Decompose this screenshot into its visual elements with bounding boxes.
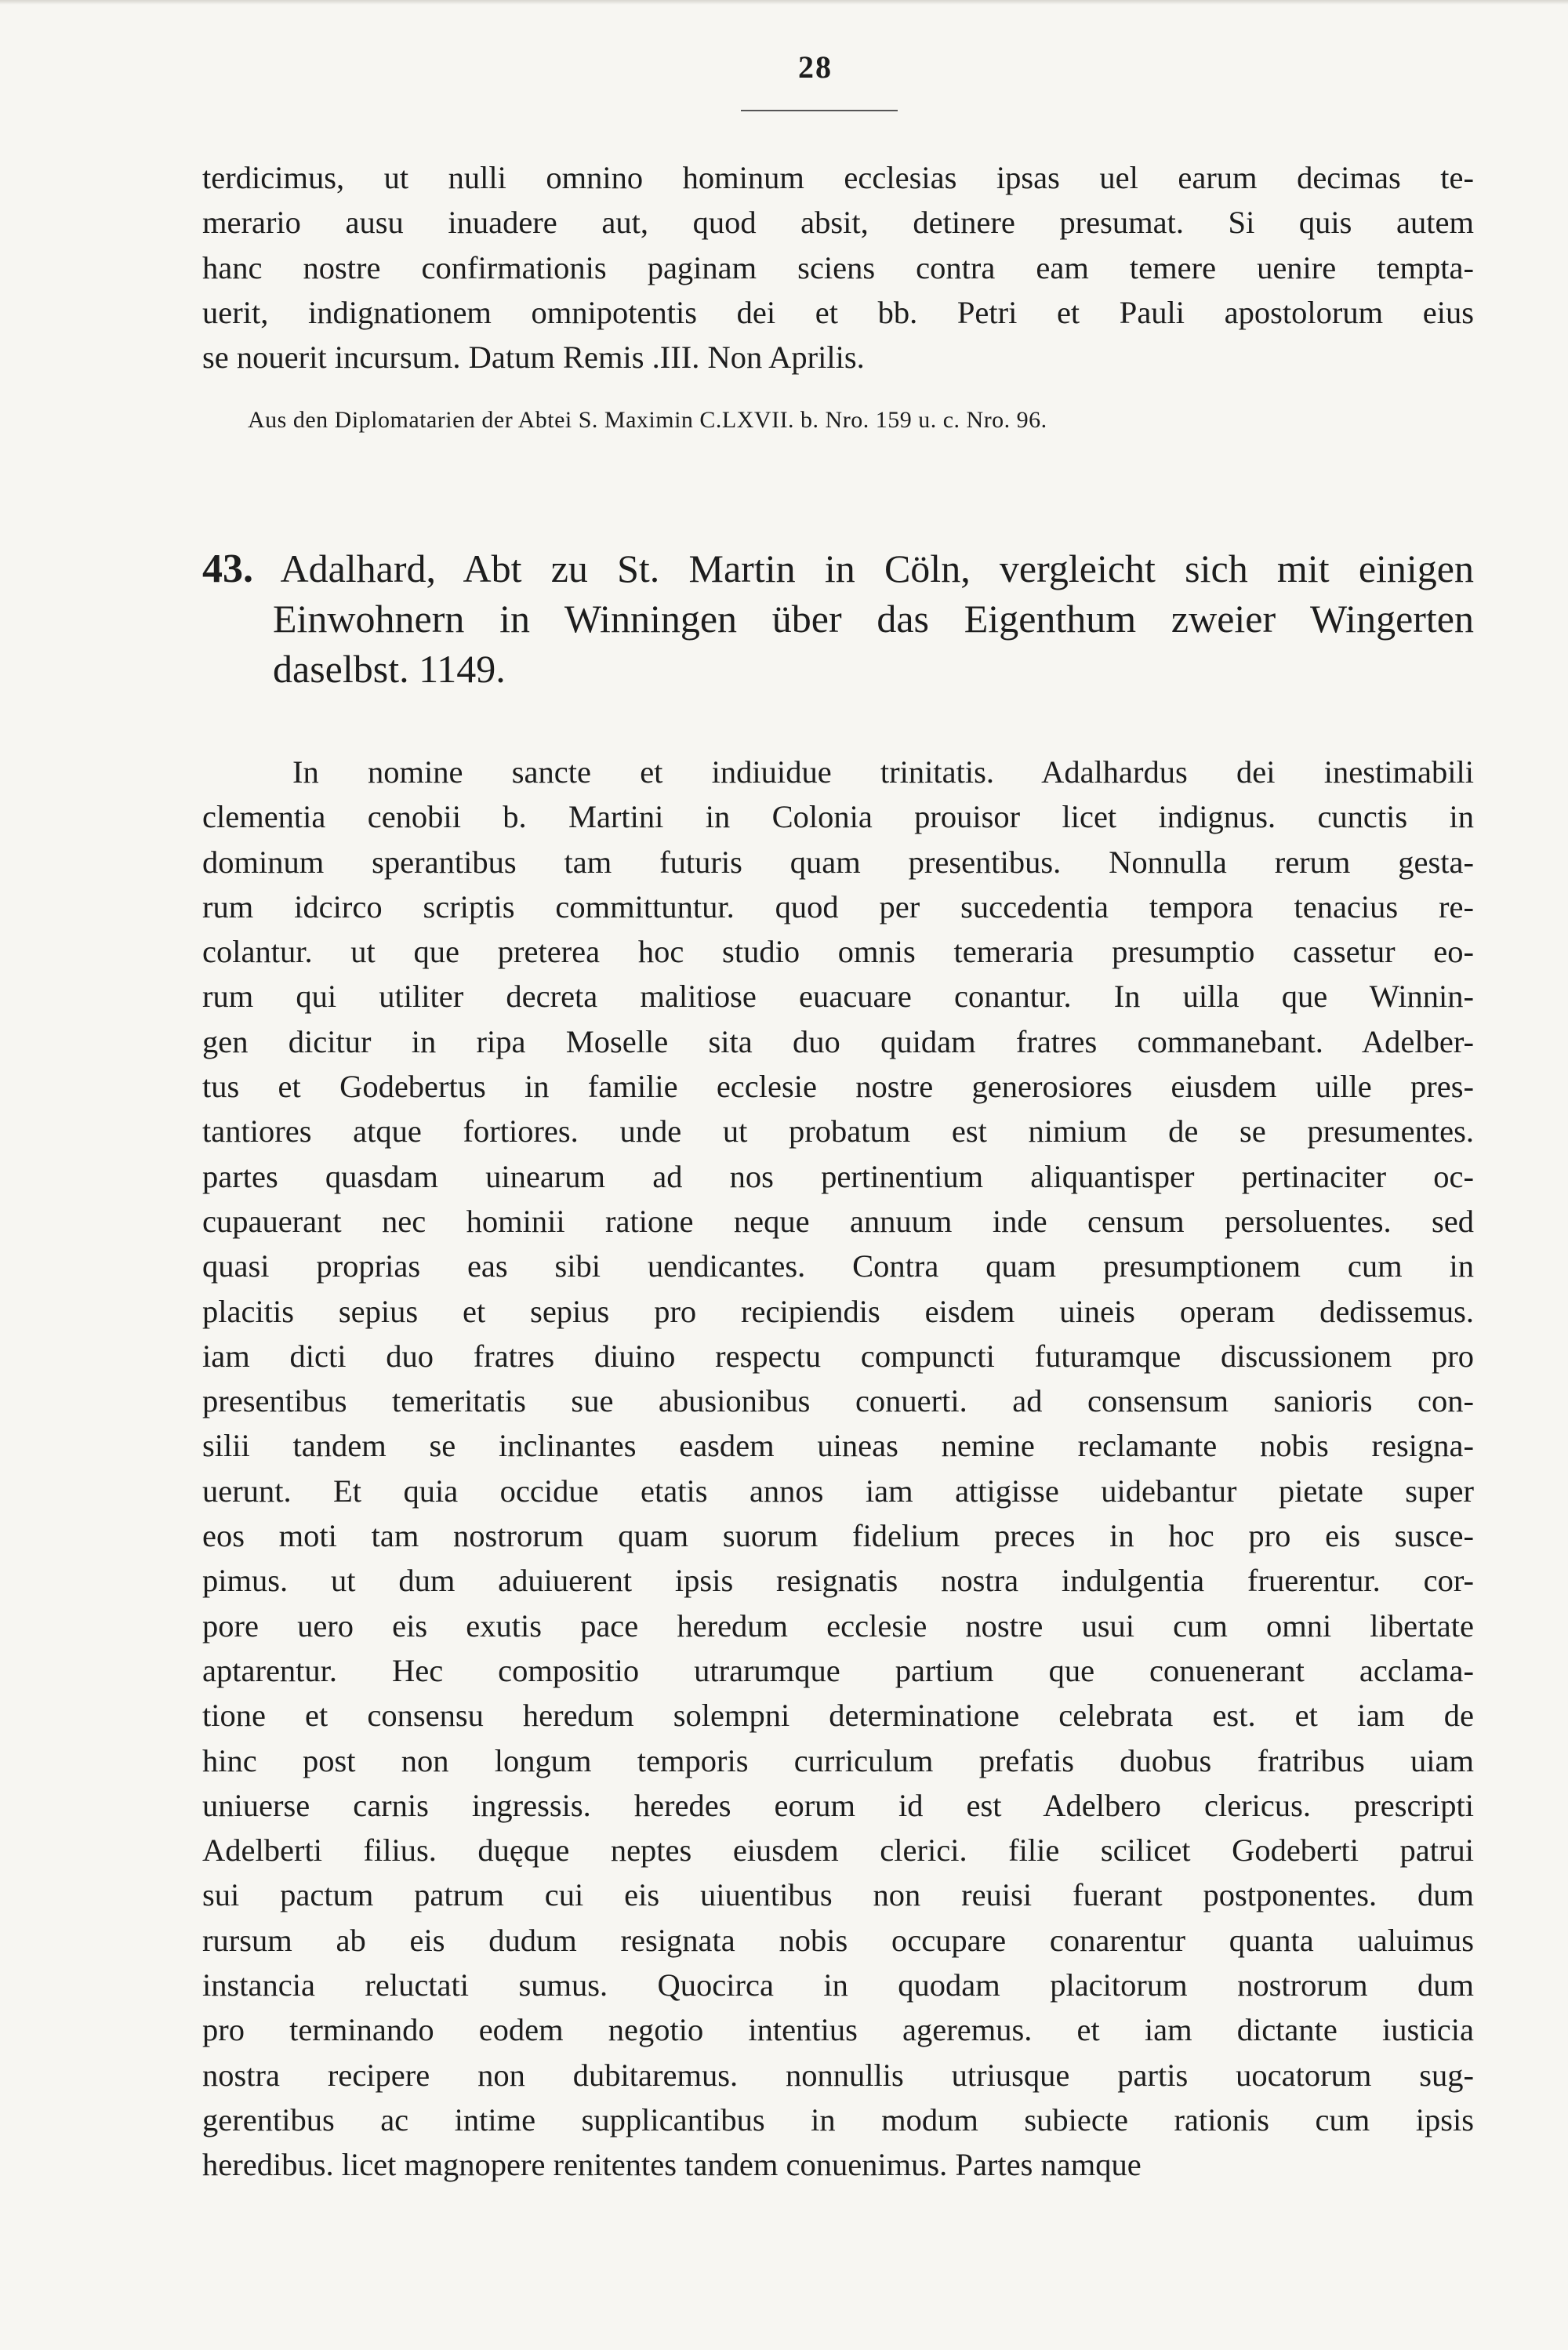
text-line: sui pactum patrum cui eis uiuentibus non reuisi fuerant postponentes. dum: [202, 1877, 1474, 1913]
text-line: clementia cenobii b. Martini in Colonia prouisor licet indignus. cunctis in: [202, 799, 1474, 835]
text-line: rursum ab eis dudum resignata nobis occupare conarentur quanta ualuimus: [202, 1922, 1474, 1958]
charter-text: [202, 750, 1474, 2188]
text-line: eos moti tam nostrorum quam suorum fidelium preces in hoc pro eis susce-: [202, 1518, 1474, 1554]
section-heading: [202, 543, 1474, 694]
text-line: merario ausu inuadere aut, quod absit, detinere presumat. Si quis autem: [202, 205, 1474, 241]
text-line: partes quasdam uinearum ad nos pertinentium aliquantisper pertinaciter oc-: [202, 1158, 1474, 1194]
text-line: pimus. ut dum aduiuerent ipsis resignatis nostra indulgentia fruerentur. cor-: [202, 1563, 1474, 1599]
page-number: 28: [798, 49, 833, 85]
section-number: 43.: [202, 547, 253, 591]
section-title: Adalhard, Abt zu St. Martin in Cöln, vergleicht sich mit einigen: [280, 547, 1474, 590]
text-line: uerit, indignationem omnipotentis dei et bb. Petri et Pauli apostolorum eius: [202, 294, 1474, 330]
text-line: quasi proprias eas sibi uendicantes. Contra quam presumptionem cum in: [202, 1248, 1474, 1284]
text-line: instancia reluctati sumus. Quocirca in quodam placitorum nostrorum dum: [202, 1967, 1474, 2003]
text-line: tus et Godebertus in familie ecclesie nostre generosiores eiusdem uille pres-: [202, 1069, 1474, 1105]
scan-edge: [0, 0, 1568, 5]
text-line: pore uero eis exutis pace heredum ecclesie nostre usui cum omni libertate: [202, 1607, 1474, 1644]
text-line: Adelberti filius. duęque neptes eiusdem clerici. filie scilicet Godeberti patrui: [202, 1832, 1474, 1869]
text-line: presentibus temeritatis sue abusionibus conuerti. ad consensum sanioris con-: [202, 1383, 1474, 1419]
text-line: hanc nostre confirmationis paginam sciens contra eam temere uenire tempta-: [202, 249, 1474, 285]
text-line: iam dicti duo fratres diuino respectu compuncti futuramque discussionem pro: [202, 1338, 1474, 1374]
text-line: uniuerse carnis ingressis. heredes eorum id est Adelbero clericus. prescripti: [202, 1787, 1474, 1823]
text-line: placitis sepius et sepius pro recipiendis eisdem uineis operam dedissemus.: [202, 1293, 1474, 1329]
text-line: uerunt. Et quia occidue etatis annos iam attigisse uidebantur pietate super: [202, 1473, 1474, 1509]
text-line: dominum sperantibus tam futuris quam presentibus. Nonnulla rerum gesta-: [202, 844, 1474, 880]
text-line: gerentibus ac intime supplicantibus in modum subiecte rationis cum ipsis: [202, 2101, 1474, 2138]
text-line: nostra recipere non dubitaremus. nonnullis utriusque partis uocatorum sug-: [202, 2057, 1474, 2093]
text-line: se nouerit incursum. Datum Remis .III. Non Aprilis.: [202, 340, 865, 376]
section-heading-line: daselbst. 1149.: [273, 647, 506, 691]
continued-paragraph: [202, 155, 1474, 380]
text-line: pro terminando eodem negotio intentius ageremus. et iam dictante iusticia: [202, 2012, 1474, 2048]
text-line: gen dicitur in ripa Moselle sita duo quidam fratres commanebant. Adelber-: [202, 1023, 1474, 1059]
text-line: colantur. ut que preterea hoc studio omnis temeraria presumptio cassetur eo-: [202, 934, 1474, 970]
text-line: rum qui utiliter decreta malitiose euacuare conantur. In uilla que Winnin-: [202, 979, 1474, 1015]
text-line: aptarentur. Hec compositio utrarumque partium que conuenerant acclama-: [202, 1652, 1474, 1688]
source-note: Aus den Diplomatarien der Abtei S. Maximin C.LXVII. b. Nro. 159 u. c. Nro. 96.: [248, 407, 1047, 433]
text-line: tantiores atque fortiores. unde ut probatum est nimium de se presumentes.: [202, 1113, 1474, 1150]
text-line: cupauerant nec hominii ratione neque annuum inde censum persoluentes. sed: [202, 1203, 1474, 1239]
text-line: tione et consensu heredum solempni determinatione celebrata est. et iam de: [202, 1698, 1474, 1734]
section-heading-line: Einwohnern in Winningen über das Eigenthum zweier Wingerten: [273, 597, 1474, 641]
section-heading-line: [202, 543, 1474, 594]
text-line: terdicimus, ut nulli omnino hominum ecclesias ipsas uel earum decimas te-: [202, 160, 1474, 195]
text-line: heredibus. licet magnopere renitentes tandem conuenimus. Partes namque: [202, 2147, 1142, 2183]
text-line: hinc post non longum temporis curriculum prefatis duobus fratribus uiam: [202, 1742, 1474, 1778]
text-line: silii tandem se inclinantes easdem uineas nemine reclamante nobis resigna-: [202, 1428, 1474, 1464]
text-line: In nomine sancte et indiuidue trinitatis. Adalhardus dei inestimabili: [292, 754, 1474, 790]
page-number-rule: [741, 110, 898, 111]
text-line: rum idcirco scriptis committuntur. quod per succedentia tempora tenacius re-: [202, 888, 1474, 924]
